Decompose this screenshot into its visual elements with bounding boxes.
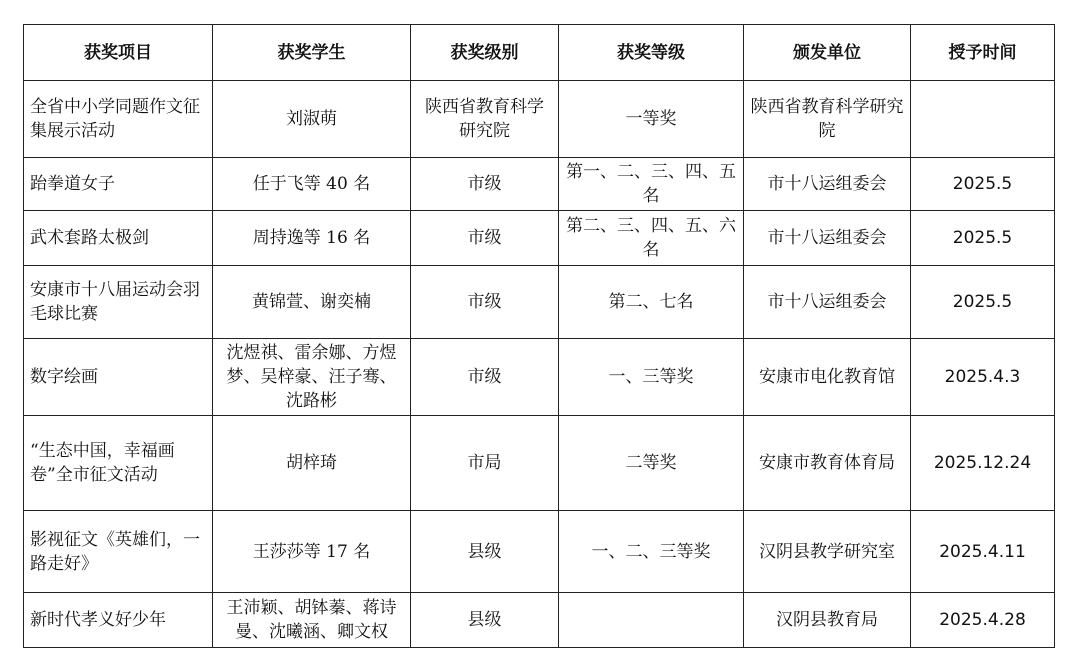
cell-student: 胡梓琦	[213, 416, 411, 511]
cell-student: 周持逸等 16 名	[213, 211, 411, 266]
table-row	[24, 266, 1055, 339]
cell-level: 市级	[411, 266, 559, 339]
table-row	[24, 593, 1055, 648]
header-grade: 获奖等级	[559, 25, 744, 81]
table-row	[24, 339, 1055, 416]
cell-date: 2025.4.3	[911, 339, 1055, 416]
table-row	[24, 81, 1055, 158]
table-header-row	[24, 25, 1055, 81]
cell-student: 刘淑萌	[213, 81, 411, 158]
cell-issuer: 陕西省教育科学研究院	[744, 81, 911, 158]
cell-grade: 二等奖	[559, 416, 744, 511]
cell-issuer: 汉阴县教育局	[744, 593, 911, 648]
cell-level: 陕西省教育科学研究院	[411, 81, 559, 158]
cell-project: “生态中国，幸福画卷”全市征文活动	[24, 416, 213, 511]
header-issuer: 颁发单位	[744, 25, 911, 81]
header-student: 获奖学生	[213, 25, 411, 81]
cell-issuer: 安康市教育体育局	[744, 416, 911, 511]
cell-student: 沈煜祺、雷余娜、方煜梦、吴梓豪、汪子骞、沈路彬	[213, 339, 411, 416]
cell-issuer: 市十八运组委会	[744, 266, 911, 339]
table-row	[24, 416, 1055, 511]
cell-project: 新时代孝义好少年	[24, 593, 213, 648]
cell-level: 县级	[411, 593, 559, 648]
cell-issuer: 市十八运组委会	[744, 158, 911, 211]
cell-grade: 一、二、三等奖	[559, 511, 744, 593]
cell-level: 市局	[411, 416, 559, 511]
header-level: 获奖级别	[411, 25, 559, 81]
cell-project: 全省中小学同题作文征集展示活动	[24, 81, 213, 158]
cell-project: 安康市十八届运动会羽毛球比赛	[24, 266, 213, 339]
cell-project: 武术套路太极剑	[24, 211, 213, 266]
cell-level: 市级	[411, 211, 559, 266]
table-row	[24, 511, 1055, 593]
cell-grade: 第一、二、三、四、五名	[559, 158, 744, 211]
cell-student: 任于飞等 40 名	[213, 158, 411, 211]
awards-table	[23, 24, 1055, 648]
cell-project: 影视征文《英雄们，一路走好》	[24, 511, 213, 593]
cell-project: 数字绘画	[24, 339, 213, 416]
cell-issuer: 汉阴县教学研究室	[744, 511, 911, 593]
cell-grade: 一等奖	[559, 81, 744, 158]
cell-issuer: 安康市电化教育馆	[744, 339, 911, 416]
cell-student: 王沛颖、胡钵蓁、蒋诗曼、沈曦涵、卿文权	[213, 593, 411, 648]
cell-date: 2025.5	[911, 211, 1055, 266]
cell-project: 跆拳道女子	[24, 158, 213, 211]
cell-grade: 第二、七名	[559, 266, 744, 339]
cell-level: 市级	[411, 339, 559, 416]
cell-date: 2025.4.11	[911, 511, 1055, 593]
cell-grade	[559, 593, 744, 648]
cell-date: 2025.5	[911, 266, 1055, 339]
header-project: 获奖项目	[24, 25, 213, 81]
cell-date: 2025.12.24	[911, 416, 1055, 511]
cell-level: 县级	[411, 511, 559, 593]
cell-student: 王莎莎等 17 名	[213, 511, 411, 593]
header-date: 授予时间	[911, 25, 1055, 81]
cell-date: 2025.4.28	[911, 593, 1055, 648]
cell-grade: 一、三等奖	[559, 339, 744, 416]
cell-grade: 第二、三、四、五、六名	[559, 211, 744, 266]
table-row	[24, 158, 1055, 211]
cell-date	[911, 81, 1055, 158]
cell-date: 2025.5	[911, 158, 1055, 211]
cell-student: 黄锦萱、谢奕楠	[213, 266, 411, 339]
cell-issuer: 市十八运组委会	[744, 211, 911, 266]
cell-level: 市级	[411, 158, 559, 211]
table-row	[24, 211, 1055, 266]
